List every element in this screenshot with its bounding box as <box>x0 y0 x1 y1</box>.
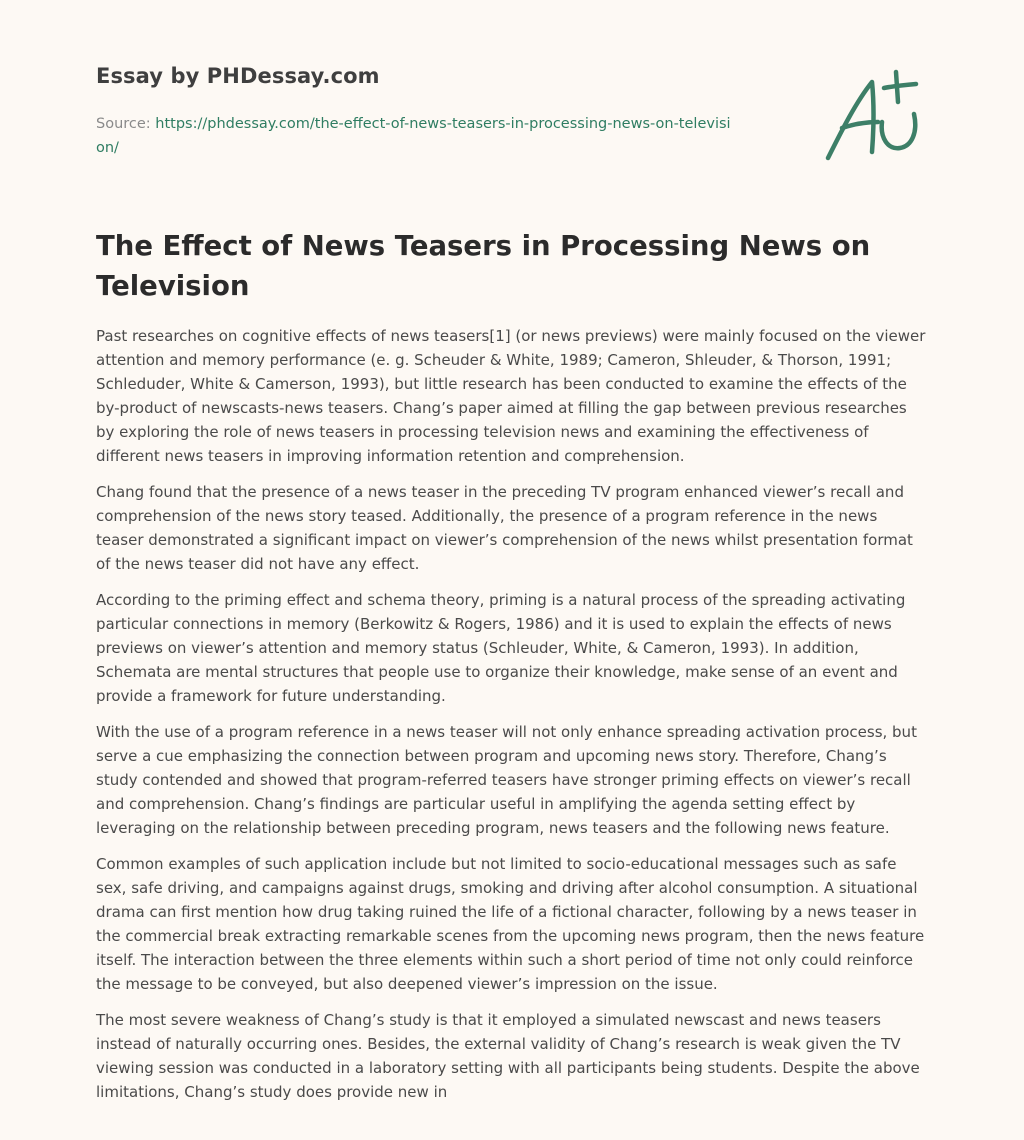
essay-body <box>96 324 928 1116</box>
paragraph: The most severe weakness of Chang’s study is that it employed a simulated newscast and news teasers instead of naturally occurring ones. Besides, the external validity of Chang’s research is weak given the TV viewing session was conducted in a laboratory setting with all participants being students. Despite the above limitations, Chang’s study does provide new in <box>96 1011 920 1101</box>
source-link[interactable]: https://phdessay.com/the-effect-of-news-teasers-in-processing-news-on-television/ <box>96 116 731 156</box>
paragraph: Common examples of such application include but not limited to socio-educational messages such as safe sex, safe driving, and campaigns against drugs, smoking and driving after alcohol consumption. A situational drama can first mention how drug taking ruined the life of a fictional character, following by a news teaser in the commercial break extracting remarkable scenes from the upcoming news program, then the news feature itself. The interaction between the three elements within such a short period of time not only could reinforce the message to be conveyed, but also deepened viewer’s impression on the issue. <box>96 855 925 993</box>
a-plus-grade-icon <box>820 68 928 164</box>
paragraph: According to the priming effect and schema theory, priming is a natural process of the spreading activating particular connections in memory (Berkowitz & Rogers, 1986) and it is used to explain the effects of news previews on viewer’s attention and memory status (Schleuder, White, & Cameron, 1993). In addition, Schemata are mental structures that people use to organize their knowledge, make sense of an event and provide a framework for future understanding. <box>96 591 906 705</box>
source-label: Source: <box>96 116 156 132</box>
source-line <box>96 112 736 160</box>
paragraph: Past researches on cognitive effects of news teasers[1] (or news previews) were mainly focused on the viewer attention and memory performance (e. g. Scheuder & White, 1989; Cameron, Shleuder, & Thorson, 1991; Schleduder, White & Camerson, 1993), but little research has been conducted to examine the effects of the by-product of newscasts-news teasers. Chang’s paper aimed at filling the gap between previous researches by exploring the role of news teasers in processing television news and examining the effectiveness of different news teasers in improving information retention and comprehension. <box>96 327 926 465</box>
paragraph: With the use of a program reference in a news teaser will not only enhance spreading activation process, but serve a cue emphasizing the connection between program and upcoming news story. Therefore, Chang’s study contended and showed that program-referred teasers have stronger priming effects on viewer’s recall and comprehension. Chang’s findings are particular useful in amplifying the agenda setting effect by leveraging on the relationship between preceding program, news teasers and the following news feature. <box>96 723 917 837</box>
essay-title: The Effect of News Teasers in Processing News on Television <box>96 230 871 302</box>
brand-title: Essay by PHDessay.com <box>96 64 380 88</box>
paragraph: Chang found that the presence of a news teaser in the preceding TV program enhanced viewer’s recall and comprehension of the news story teased. Additionally, the presence of a program reference in the news teaser demonstrated a significant impact on viewer’s comprehension of the news whilst presentation format of the news teaser did not have any effect. <box>96 483 913 573</box>
